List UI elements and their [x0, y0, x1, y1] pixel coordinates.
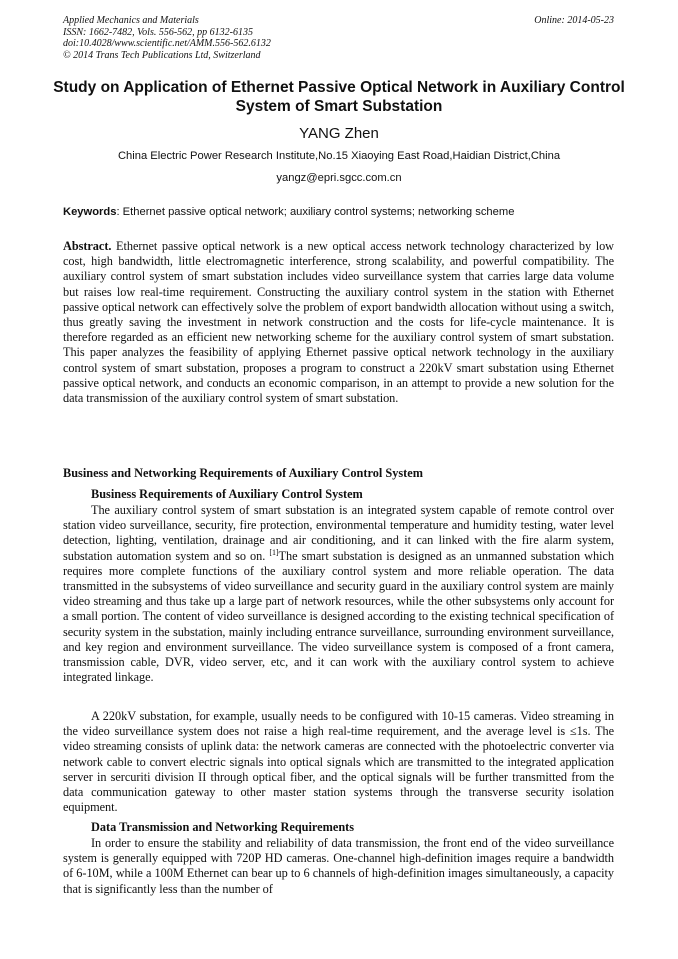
subsection-heading-business: Business Requirements of Auxiliary Control System	[91, 487, 363, 501]
citation-ref: [1]	[269, 547, 279, 557]
online-date: Online: 2014-05-23	[534, 15, 614, 26]
paragraph-text: The smart substation is designed as an unmanned substation which requires more complete functions of the auxiliary control system and more reliable operation. The data transmitted in the subsystems of video surveillance and security guard in the auxiliary control system are mainly video streaming and thus take up a large part of network resources, while the other subsystems only account for a small portion. The content of video surveillance is designed according to the existing technical specification of security system in the substation, mainly including entrance surveillance, surrounding environment surveillance, and key region and environment surveillance. The video surveillance system is composed of a front camera, transmission cable, DVR, video server, etc, and it can work with the auxiliary control system to achieve integrated linkage.	[63, 548, 614, 685]
author-affiliation: China Electric Power Research Institute,No.15 Xiaoying East Road,Haidian District,China	[117, 150, 561, 162]
subsection-heading-data-transmission: Data Transmission and Networking Requirements	[91, 820, 355, 834]
publication-metadata	[63, 15, 271, 61]
author-email: yangz@epri.sgcc.com.cn	[276, 172, 402, 184]
keywords-label: Keywords	[63, 206, 117, 218]
doi-line: doi:10.4028/www.scientific.net/AMM.556-562.6132	[63, 38, 271, 49]
keywords-text: : Ethernet passive optical network; auxiliary control systems; networking scheme	[116, 206, 515, 218]
abstract-text: Ethernet passive optical network is a new optical access network technology characterized by low cost, high bandwidth, little electromagnetic interference, strong scalability, and powerful compatibility. The auxiliary control system of smart substation includes video surveillance system that carries large data volume but raises low real-time requirement. Constructing the auxiliary control system in the station with Ethernet passive optical network can effectively solve the problem of export bandwidth allocation without using a switch, thus greatly saving the investment in network construction and the costs for life-cycle maintenance. It is therefore regarded as an efficient new networking scheme for the auxiliary control system of smart substation. This paper analyzes the feasibility of applying Ethernet passive optical network technology in the auxiliary control system of smart substation, proposes a program to construct a 220kV smart substation using Ethernet passive optical network, and conducts an economic comparison, in an attempt to provide a new solution for the data transmission of the auxiliary control system of smart substation.	[63, 239, 614, 406]
paragraph-business-requirements	[63, 503, 614, 685]
keywords	[63, 206, 623, 218]
paragraph-substation-example: A 220kV substation, for example, usually needs to be configured with 10-15 cameras. Video streaming in the video surveillance system does not raise a high real-time requirement, and the average level is ≤1s. The video streaming consists of uplink data: the network cameras are connected with the photoelectric converter via network cable to convert electric signals into optical signals which are transmitted to the integrated application server in sercuriti division II through optical fiber, and the optical signals will be further transmitted from the data communication gateway to other master station systems through the transverse security isolation equipment.	[63, 709, 614, 815]
abstract	[63, 239, 614, 406]
issn-line: ISSN: 1662-7482, Vols. 556-562, pp 6132-6135	[63, 26, 253, 38]
abstract-label: Abstract.	[63, 239, 112, 253]
paper-title: Study on Application of Ethernet Passive Optical Network in Auxiliary Control System of Smart Substation	[53, 79, 625, 115]
paragraph-data-transmission: In order to ensure the stability and reliability of data transmission, the front end of the video surveillance system is generally equipped with 720P HD cameras. One-channel high-definition images require a bandwidth of 6-10M, while a 100M Ethernet can bear up to 6 channels of high-definition images simultaneously, a capacity that is significantly less than the number of	[63, 836, 614, 896]
section-heading: Business and Networking Requirements of Auxiliary Control System	[63, 466, 423, 480]
copyright-line: © 2014 Trans Tech Publications Ltd, Switzerland	[63, 49, 261, 61]
journal-name: Applied Mechanics and Materials	[63, 15, 199, 26]
paragraph-text: The auxiliary control system of smart substation is an integrated system capable of remote control over station video surveillance, security, fire protection, environmental temperature and humidity testing, water level detection, lighting, ventilation, drainage and air conditioning, and it can linked with the fire alarm system, substation automation system and so on.	[63, 503, 614, 563]
author-name: YANG Zhen	[299, 125, 379, 142]
